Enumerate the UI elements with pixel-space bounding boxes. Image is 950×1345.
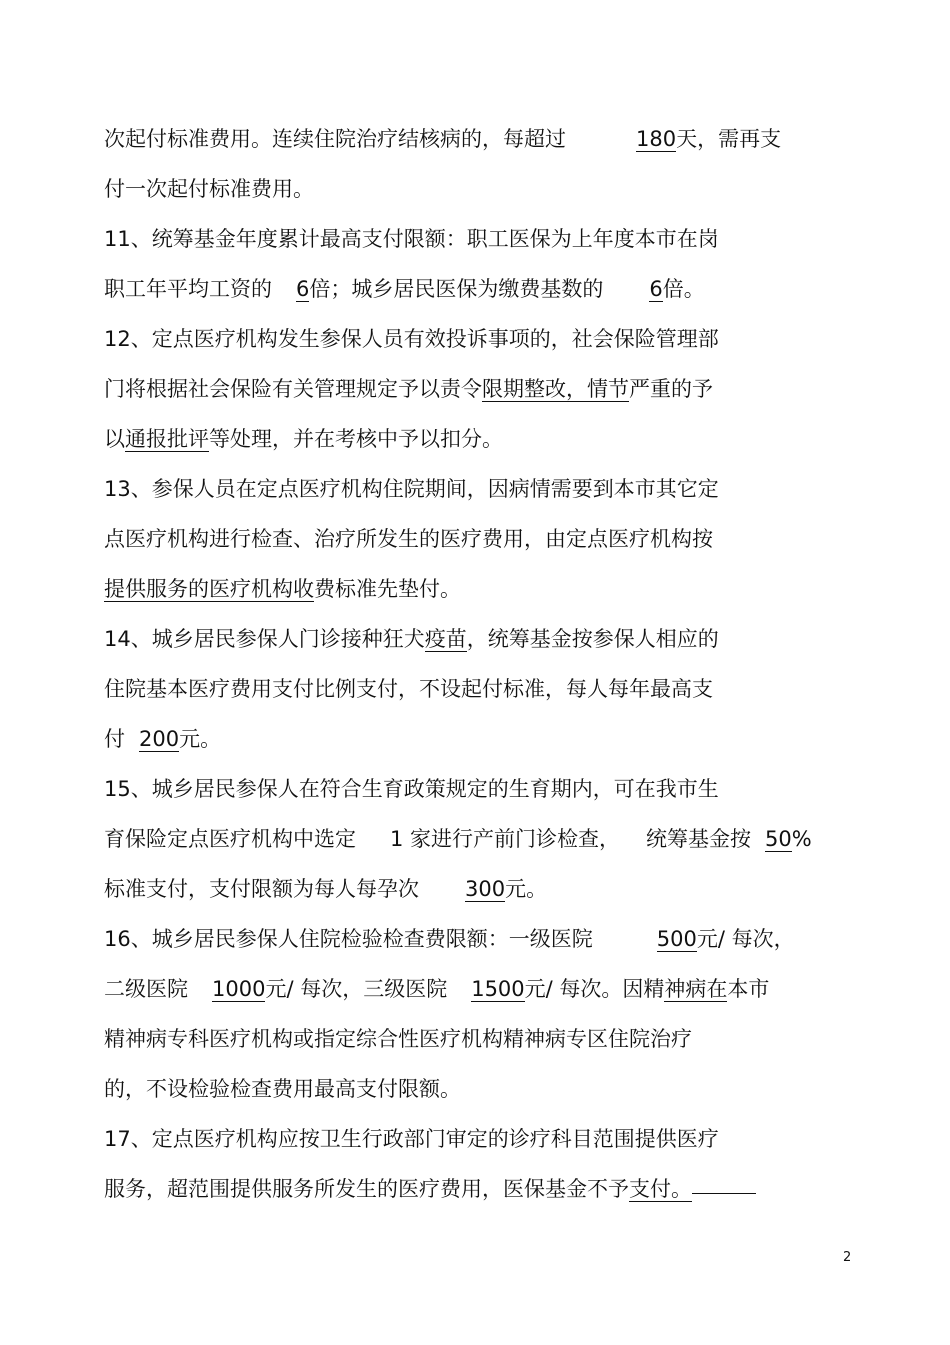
page-number: 2: [843, 1250, 852, 1265]
filled-blank: 6: [649, 274, 662, 304]
text-segment: 付一次起付标准费用。: [104, 177, 314, 201]
text-segment: 的，不设检验检查费用最高支付限额。: [104, 1077, 461, 1101]
text-segment: 元。: [505, 877, 548, 901]
filled-blank: 支付。: [629, 1174, 692, 1204]
text-line-11: [104, 624, 719, 654]
text-segment: 14、城乡居民参保人门诊接种狂犬: [104, 627, 425, 651]
text-segment: 天，需再支: [676, 127, 782, 151]
text-line-19: [104, 1024, 692, 1054]
text-line-10: [104, 574, 461, 604]
text-segment: 服务，超范围提供服务所发生的医疗费用，医保基金不予: [104, 1177, 629, 1201]
text-segment: 倍。: [662, 277, 705, 301]
text-line-15: [104, 824, 812, 854]
filled-blank: 提供服务的医疗机构收: [104, 574, 314, 604]
filled-blank: 1500: [471, 974, 524, 1004]
filled-blank: 300: [465, 874, 505, 904]
text-segment: 付: [104, 727, 125, 751]
text-line-2: [104, 174, 314, 204]
text-segment: 职工年平均工资的: [104, 277, 272, 301]
text-segment: 11、统筹基金年度累计最高支付限额：职工医保为上年度本市在岗: [104, 227, 719, 251]
text-segment: 1 家进行产前门诊检查，: [390, 827, 621, 851]
text-segment: 元。: [179, 727, 222, 751]
text-segment: 元/ 每次。因精: [524, 977, 665, 1001]
text-line-22: [104, 1174, 756, 1204]
text-segment: 等处理，并在考核中予以扣分。: [209, 427, 503, 451]
filled-blank: 疫苗: [425, 624, 467, 654]
text-segment: 本市: [727, 977, 770, 1001]
text-line-4: [104, 274, 705, 304]
text-segment: 严重的予: [629, 377, 713, 401]
text-line-17: [104, 924, 795, 954]
text-segment: %: [791, 827, 812, 851]
text-line-12: [104, 674, 713, 704]
text-segment: 倍；城乡居民医保为缴费基数的: [309, 277, 604, 301]
text-line-1: [104, 124, 781, 154]
text-segment: 13、参保人员在定点医疗机构住院期间，因病情需要到本市其它定: [104, 477, 719, 501]
text-segment: 二级医院: [104, 977, 188, 1001]
text-line-16: [104, 874, 547, 904]
text-segment: 17、定点医疗机构应按卫生行政部门审定的诊疗科目范围提供医疗: [104, 1127, 719, 1151]
text-segment: 15、城乡居民参保人在符合生育政策规定的生育期内，可在我市生: [104, 777, 719, 801]
text-segment: 以: [104, 427, 125, 451]
filled-blank: 通报批评: [125, 424, 209, 454]
text-segment: 16、城乡居民参保人住院检验检查费限额：一级医院: [104, 927, 593, 951]
text-segment: 统筹基金按: [646, 827, 752, 851]
text-line-9: [104, 524, 713, 554]
text-segment: 元/ 每次，: [696, 927, 795, 951]
filled-blank: 1000: [212, 974, 265, 1004]
text-segment: 12、定点医疗机构发生参保人员有效投诉事项的，社会保险管理部: [104, 327, 719, 351]
filled-blank: 500: [657, 924, 697, 954]
filled-blank: 6: [296, 274, 309, 304]
text-line-5: [104, 324, 719, 354]
text-segment: 次起付标准费用。连续住院治疗结核病的，每超过: [104, 127, 566, 151]
text-line-3: [104, 224, 719, 254]
text-segment: 元/ 每次，三级医院: [265, 977, 448, 1001]
text-line-8: [104, 474, 719, 504]
text-segment: 门将根据社会保险有关管理规定予以责令: [104, 377, 482, 401]
text-segment: 费标准先垫付。: [314, 577, 461, 601]
text-segment: 育保险定点医疗机构中选定: [104, 827, 356, 851]
text-segment: ，统筹基金按参保人相应的: [466, 627, 719, 651]
filled-blank: 180: [636, 124, 676, 154]
filled-blank: 50: [765, 824, 792, 854]
text-segment: 点医疗机构进行检查、治疗所发生的医疗费用，由定点医疗机构按: [104, 527, 713, 551]
filled-blank: 200: [139, 724, 179, 754]
text-line-21: [104, 1124, 719, 1154]
text-segment: 标准支付，支付限额为每人每孕次: [104, 877, 419, 901]
text-line-7: [104, 424, 503, 454]
text-line-14: [104, 774, 719, 804]
filled-blank: 神病在: [664, 974, 727, 1004]
text-line-20: [104, 1074, 461, 1104]
text-line-18: [104, 974, 769, 1004]
text-line-13: [104, 724, 221, 754]
text-segment: 住院基本医疗费用支付比例支付，不设起付标准，每人每年最高支: [104, 677, 713, 701]
text-line-6: [104, 374, 713, 404]
text-segment: 精神病专科医疗机构或指定综合性医疗机构精神病专区住院治疗: [104, 1027, 692, 1051]
filled-blank: 限期整改，情节: [482, 374, 629, 404]
